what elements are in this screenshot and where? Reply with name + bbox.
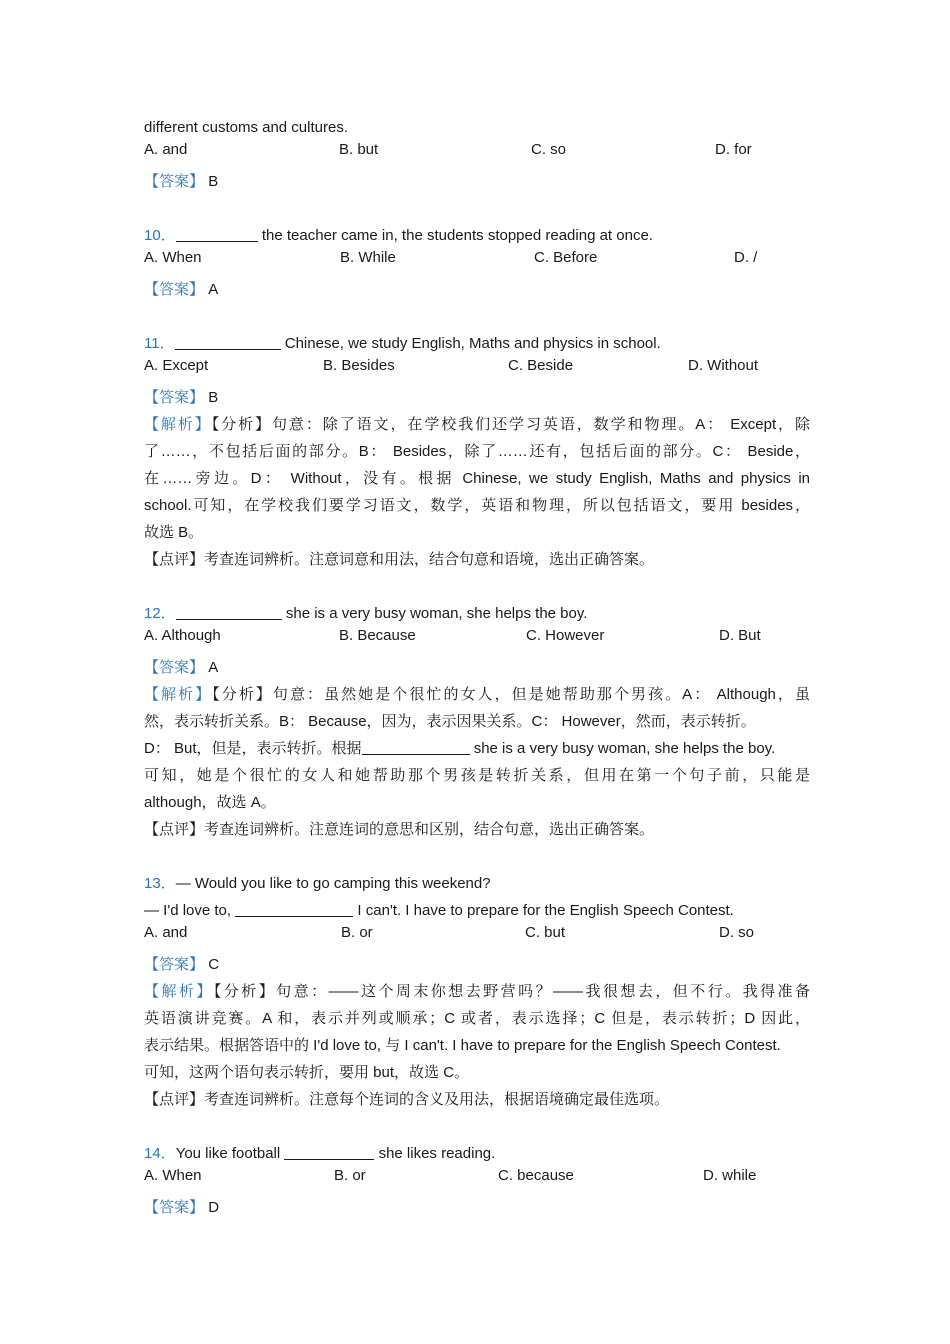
- answer-value: C: [208, 956, 220, 973]
- q9-option-b: B. but: [339, 141, 379, 158]
- question-text: the teacher came in, the students stopped reading at once.: [261, 227, 653, 244]
- answer-blank: [176, 602, 282, 620]
- question-stem-continued: different customs and cultures.: [144, 119, 348, 136]
- q11-analysis-line-2: 了……，不包括后面的部分。B： Besides，除了……还有，包括后面的部分。C： Beside，: [144, 443, 810, 460]
- answer-tag: 【答案】: [144, 173, 205, 190]
- answer-value: A: [208, 281, 219, 298]
- q11-option-a: A. Except: [144, 357, 209, 374]
- question-number: 11．: [144, 335, 175, 352]
- q12-analysis-line-3: D： But，但是，表示转折。根据 she is a very busy woman, she helps the boy.: [144, 735, 810, 762]
- q14-stem: 14．You like football she likes reading.: [144, 1140, 810, 1167]
- question-number: 13．: [144, 875, 176, 892]
- q12-option-b: B. Because: [339, 627, 416, 644]
- answer-blank: [284, 1142, 374, 1160]
- q14-answer: [144, 1194, 810, 1221]
- q12-option-a: A. Although: [144, 627, 221, 644]
- q12-option-d: D. But: [719, 627, 761, 644]
- q12-option-c: C. However: [526, 627, 605, 644]
- answer-tag: 【答案】: [144, 281, 205, 298]
- answer-value: A: [208, 659, 219, 676]
- q11-option-c: C. Beside: [508, 357, 574, 374]
- q11-analysis-line-3: 在……旁边。D： Without，没有。根据 Chinese, we study English, Maths and physics in: [144, 470, 810, 487]
- answer-tag: 【答案】: [144, 659, 205, 676]
- answer-tag: 【答案】: [144, 1199, 205, 1216]
- q13-option-b: B. or: [341, 924, 373, 941]
- q11-comment: 【点评】考查连词辨析。注意词意和用法，结合句意和语境，选出正确答案。: [144, 551, 655, 568]
- answer-value: B: [208, 389, 219, 406]
- q11-options: [144, 357, 810, 384]
- question-text: Chinese, we study English, Maths and physics in school.: [284, 335, 661, 352]
- q9-option-c: C. so: [531, 141, 567, 158]
- q12-analysis-line-5: although，故选 A。: [144, 794, 276, 811]
- answer-value: D: [208, 1199, 220, 1216]
- answer-blank: [175, 332, 281, 350]
- question-text: she is a very busy woman, she helps the boy.: [285, 605, 588, 622]
- q12-analysis-line-1: 【解析】【分析】句意：虽然她是个很忙的女人，但是她帮助那个男孩。A： Although，虽: [144, 686, 810, 703]
- q11-option-d: D. Without: [688, 357, 759, 374]
- q14-option-d: D. while: [703, 1167, 757, 1184]
- q13-options: [144, 924, 810, 951]
- q9-option-a: A. and: [144, 141, 188, 158]
- q10-option-d: D. /: [734, 249, 758, 266]
- q9-answer: [144, 168, 810, 195]
- q9-option-d: D. for: [715, 141, 752, 158]
- q13-option-a: A. and: [144, 924, 188, 941]
- q11-analysis-line-5: 故选 B。: [144, 524, 204, 541]
- q13-analysis-line-3: 表示结果。根据答语中的 I'd love to, 与 I can't. I have to prepare for the English Speech Contest.: [144, 1037, 781, 1054]
- answer-tag: 【答案】: [144, 389, 205, 406]
- question-number: 14．: [144, 1145, 176, 1162]
- q13-analysis-line-2: 英语演讲竞赛。A 和，表示并列或顺承；C 或者，表示选择；C 但是，表示转折；D 因此，: [144, 1010, 810, 1027]
- q13-answer: [144, 951, 810, 978]
- q10-options: [144, 249, 810, 276]
- q13-option-c: C. but: [525, 924, 566, 941]
- answer-blank: [235, 899, 353, 917]
- q11-option-b: B. Besides: [323, 357, 395, 374]
- q11-stem: [144, 330, 810, 357]
- q10-option-b: B. While: [340, 249, 396, 266]
- answer-value: B: [208, 173, 219, 190]
- q10-option-a: A. When: [144, 249, 202, 266]
- answer-tag: 【答案】: [144, 956, 205, 973]
- q11-analysis-line-1: 【解析】【分析】句意：除了语文，在学校我们还学习英语，数学和物理。A： Except，除: [144, 416, 810, 433]
- analysis-tag: 【解析】: [144, 686, 213, 703]
- q13-analysis-line-4: 可知，这两个语句表示转折，要用 but，故选 C。: [144, 1064, 470, 1081]
- q13-option-d: D. so: [719, 924, 755, 941]
- question-number: 12．: [144, 605, 176, 622]
- question-number: 10．: [144, 227, 176, 244]
- document-body: [144, 114, 810, 1221]
- q14-options: [144, 1167, 810, 1194]
- q14-option-b: B. or: [334, 1167, 366, 1184]
- q13-analysis-line-1: 【解析】【分析】句意：——这个周末你想去野营吗？——我很想去，但不行。我得准备: [144, 983, 810, 1000]
- q12-comment: 【点评】考查连词辨析。注意连词的意思和区别，结合句意，选出正确答案。: [144, 821, 655, 838]
- q14-option-a: A. When: [144, 1167, 202, 1184]
- q12-options: [144, 627, 810, 654]
- answer-blank: [176, 224, 258, 242]
- q10-option-c: C. Before: [534, 249, 598, 266]
- q13-stem-line-1: [144, 870, 810, 897]
- q12-answer: [144, 654, 810, 681]
- question-text: — Would you like to go camping this weekend?: [175, 875, 491, 892]
- answer-blank: [362, 737, 470, 755]
- q12-stem: [144, 600, 810, 627]
- q13-stem-line-2: — I'd love to, I can't. I have to prepare for the English Speech Contest.: [144, 897, 810, 924]
- q11-analysis-line-4: school.可知，在学校我们要学习语文，数学，英语和物理，所以包括语文，要用 besides，: [144, 497, 810, 514]
- q13-comment: 【点评】考查连词辨析。注意每个连词的含义及用法，根据语境确定最佳选项。: [144, 1091, 670, 1108]
- q12-analysis-line-4: 可知，她是个很忙的女人和她帮助那个男孩是转折关系，但用在第一个句子前，只能是: [144, 767, 810, 784]
- analysis-tag: 【解析】: [144, 416, 212, 433]
- analysis-tag: 【解析】: [144, 983, 214, 1000]
- q10-stem: [144, 222, 810, 249]
- q11-answer: [144, 384, 810, 411]
- q9-options: [144, 141, 810, 168]
- q12-analysis-line-2: 然，表示转折关系。B： Because，因为，表示因果关系。C： However，然而，表示转折。: [144, 713, 756, 730]
- q10-answer: [144, 276, 810, 303]
- q14-option-c: C. because: [498, 1167, 574, 1184]
